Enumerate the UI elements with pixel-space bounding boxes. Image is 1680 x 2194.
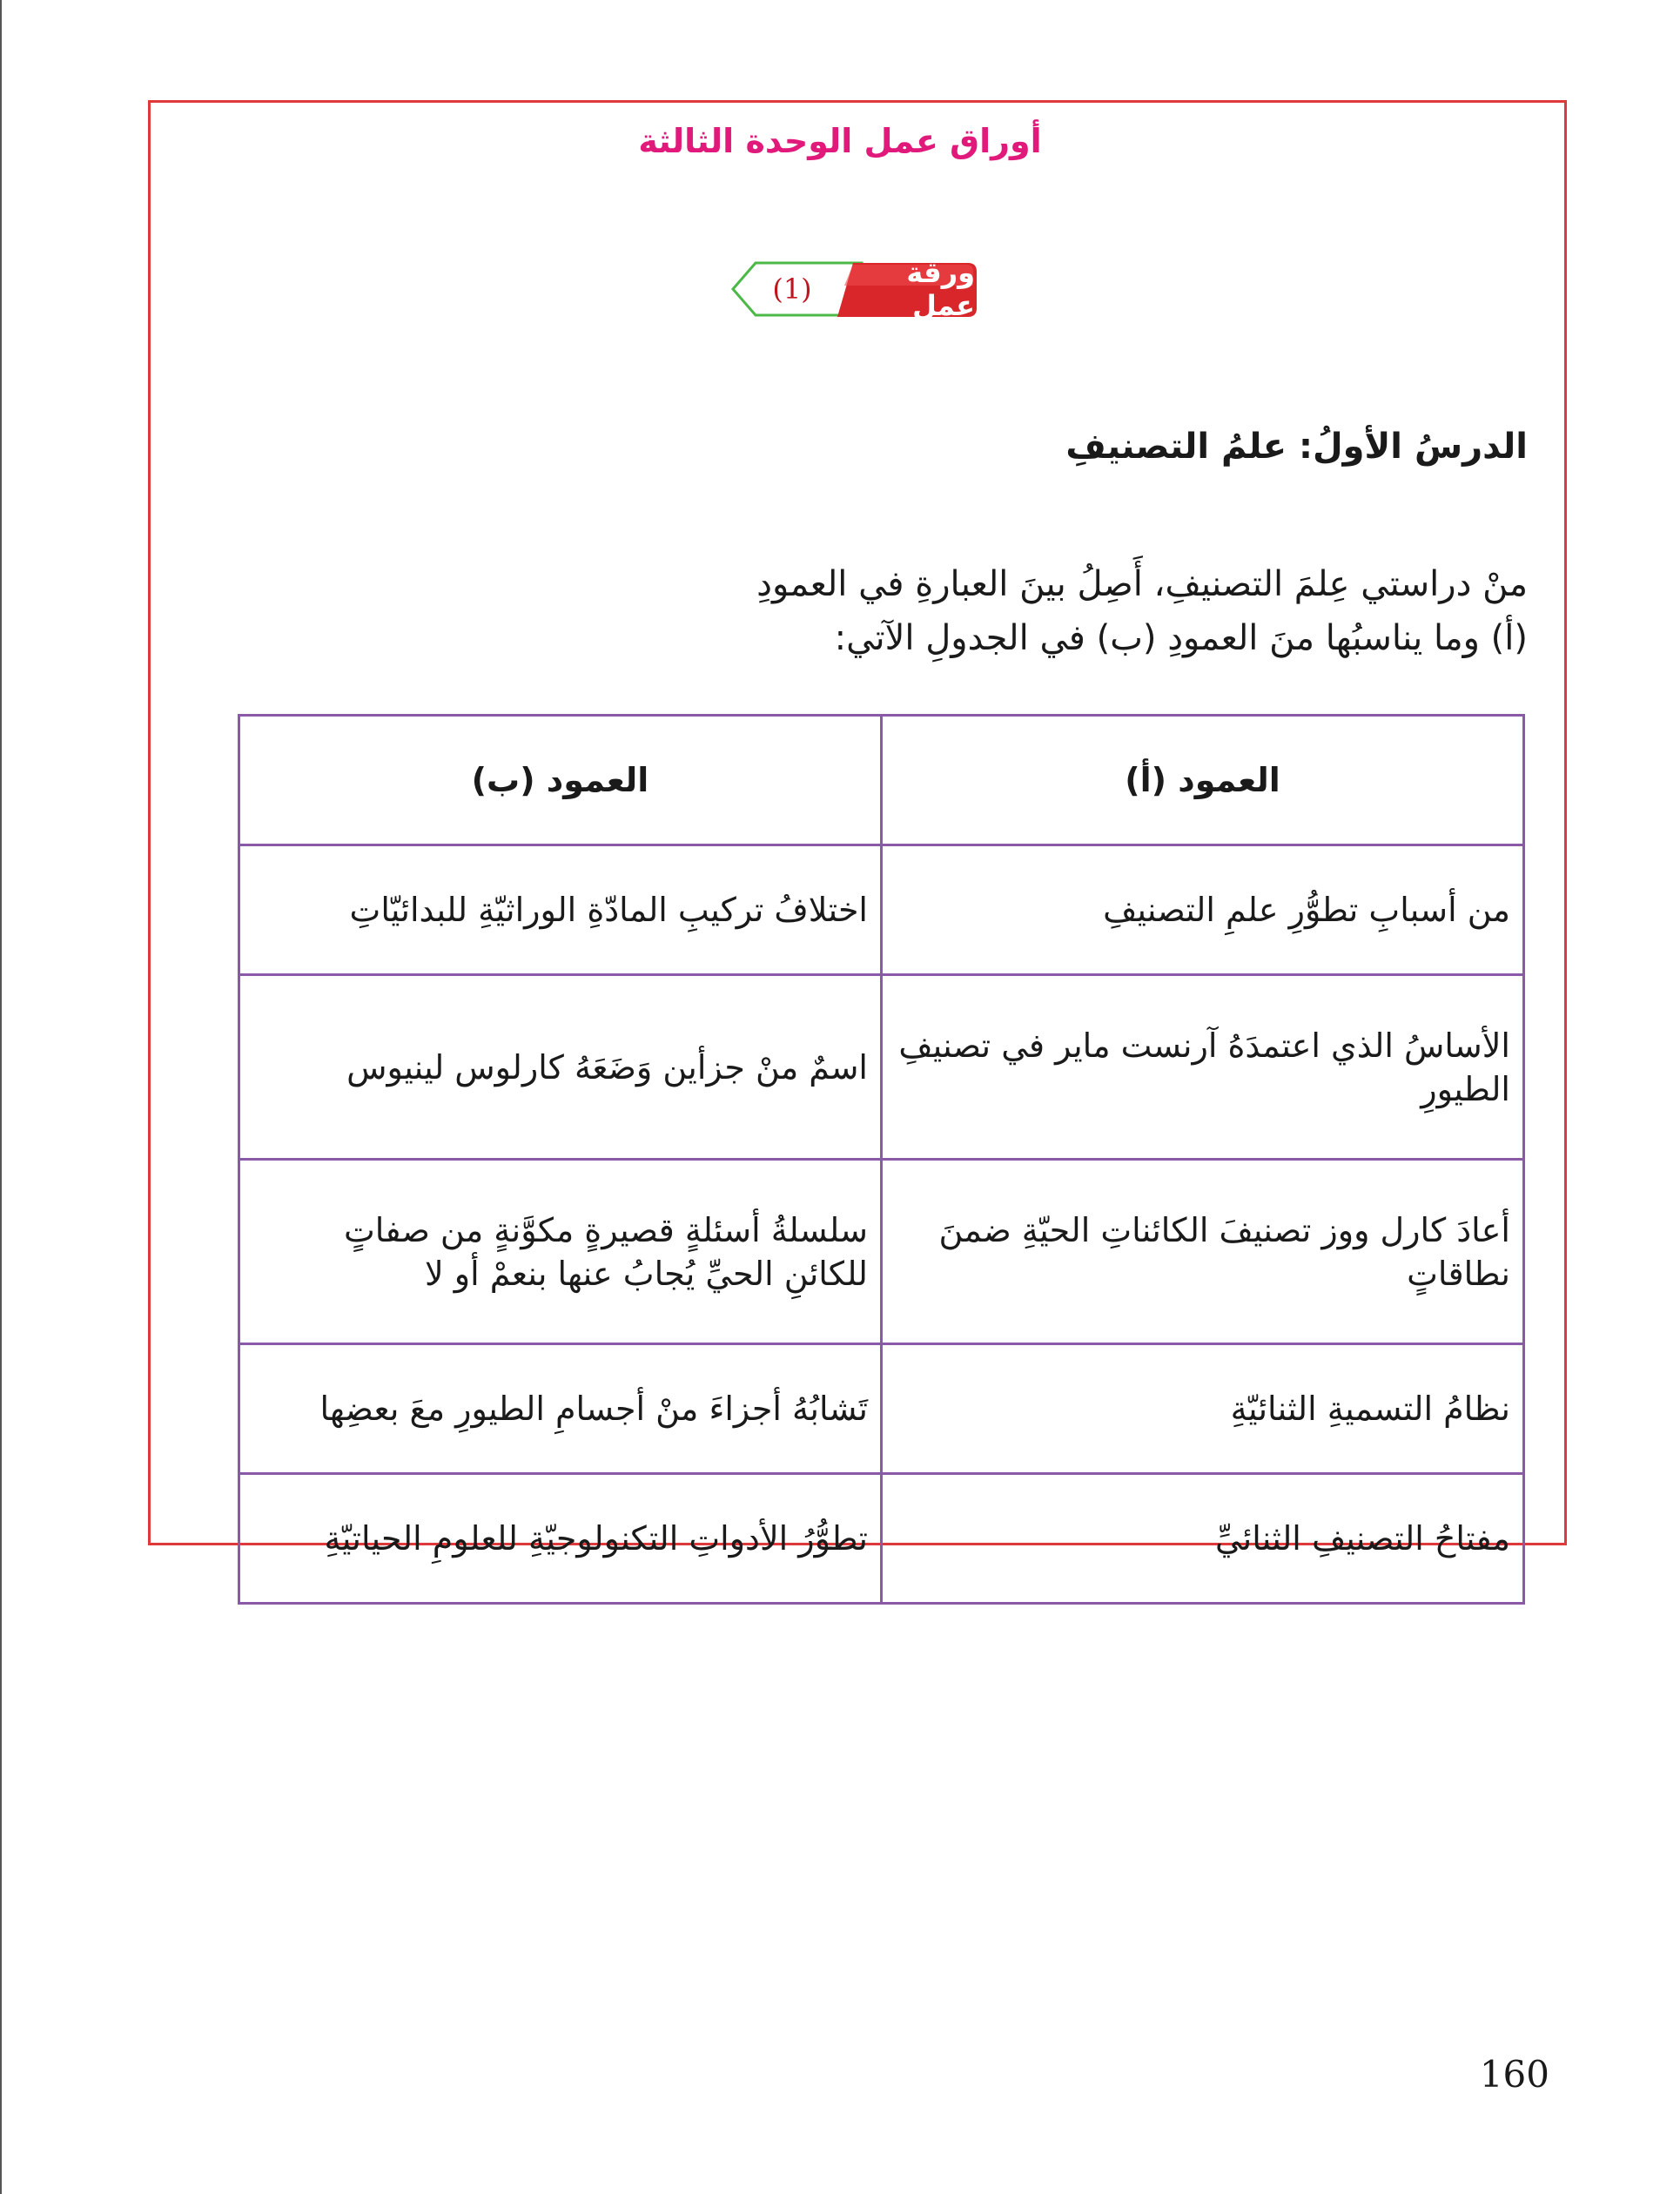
table-row xyxy=(239,845,1524,975)
unit-title: أوراق عمل الوحدة الثالثة xyxy=(638,122,1042,160)
column-a-cell: نظامُ التسميةِ الثنائيّةِ xyxy=(882,1344,1524,1474)
table-row xyxy=(239,975,1524,1160)
column-a-header: العمود (أ) xyxy=(882,716,1524,845)
column-b-cell: سلسلةُ أسئلةٍ قصيرةٍ مكوَّنةٍ من صفاتٍ للكائنِ الحيِّ يُجابُ عنها بنعمْ أو لا xyxy=(239,1160,882,1344)
left-margin-rule xyxy=(0,0,2,2194)
column-b-cell: اسمٌ منْ جزأين وَضَعَهُ كارلوس لينيوس xyxy=(239,975,882,1160)
table-row xyxy=(239,1344,1524,1474)
column-a-cell: من أسبابِ تطوُّرِ علمِ التصنيفِ xyxy=(882,845,1524,975)
worksheet-badge xyxy=(722,254,984,326)
column-b-cell: اختلافُ تركيبِ المادّةِ الوراثيّةِ للبدائيّاتِ xyxy=(239,845,882,975)
column-a-cell: أعادَ كارل ووز تصنيفَ الكائناتِ الحيّةِ ضمنَ نطاقاتٍ xyxy=(882,1160,1524,1344)
column-a-cell: مفتاحُ التصنيفِ الثنائيِّ xyxy=(882,1474,1524,1604)
column-a-cell: الأساسُ الذي اعتمدَهُ آرنست ماير في تصنيفِ الطيورِ xyxy=(882,975,1524,1160)
table-row xyxy=(239,1474,1524,1604)
instruction-text xyxy=(657,557,1528,665)
table-row xyxy=(239,1160,1524,1344)
column-b-cell: تَشابُهُ أجزاءَ منْ أجسامِ الطيورِ معَ بعضِها xyxy=(239,1344,882,1474)
page-number: 160 xyxy=(1479,2053,1549,2096)
worksheet-number: (1) xyxy=(772,273,812,306)
column-b-header: العمود (ب) xyxy=(239,716,882,845)
instruction-line-2: (أ) وما يناسبُها منَ العمودِ (ب) في الجدولِ الآتي: xyxy=(834,618,1528,658)
matching-table xyxy=(238,714,1525,1605)
column-b-cell: تطوُّرُ الأدواتِ التكنولوجيّةِ للعلومِ الحياتيّةِ xyxy=(239,1474,882,1604)
worksheet-label: ورقة عمل xyxy=(906,256,975,322)
lesson-title: الدرسُ الأولُ: علمُ التصنيفِ xyxy=(1065,427,1528,467)
table-header-row xyxy=(239,716,1524,845)
instruction-line-1: منْ دراستي عِلمَ التصنيفِ، أَصِلُ بينَ العبارةِ في العمودِ xyxy=(756,564,1528,604)
